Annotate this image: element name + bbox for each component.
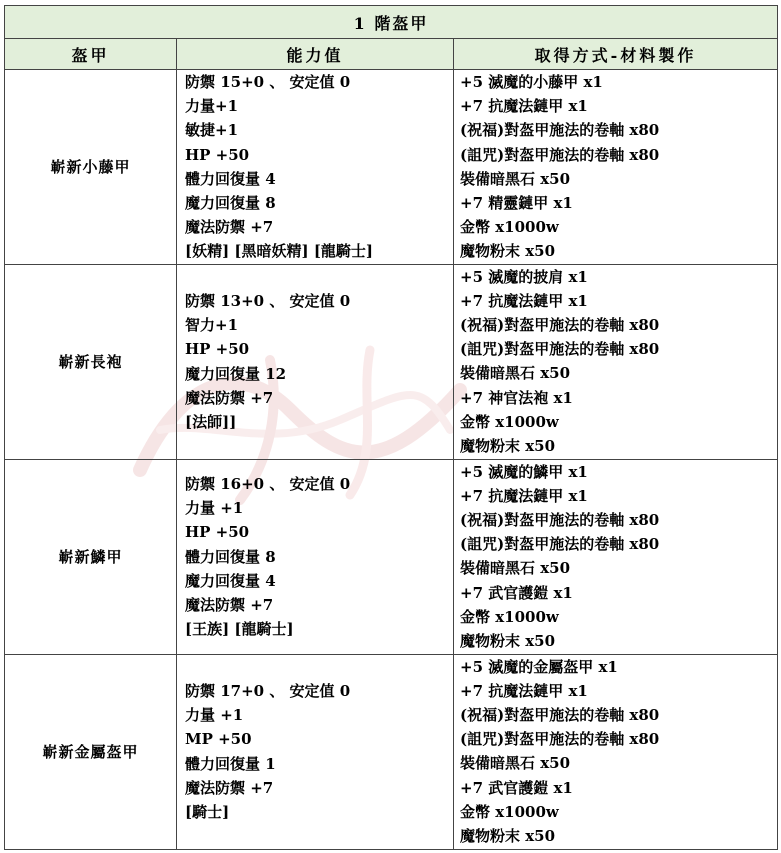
stat-line: HP +50 (185, 523, 250, 542)
material-line: +7 抗魔法鏈甲 x1 (460, 291, 588, 310)
material-line: 魔物粉末 x50 (460, 242, 556, 261)
material-line: (詛咒)對盔甲施法的卷軸 x80 (460, 730, 660, 749)
stats-cell (177, 264, 454, 459)
stat-line: 防禦 17+0 、 安定值 0 (185, 682, 351, 701)
table-row (5, 70, 778, 265)
material-line: +5 滅魔的金屬盔甲 x1 (460, 657, 618, 676)
table-row (5, 459, 778, 654)
stats-cell (177, 459, 454, 654)
material-line: 金幣 x1000w (460, 802, 559, 821)
material-line: (祝福)對盔甲施法的卷軸 x80 (460, 121, 660, 140)
header-armor: 盔甲 (5, 39, 177, 70)
stat-line: 魔法防禦 +7 (185, 218, 274, 237)
material-line: +7 武官護鎧 x1 (460, 583, 573, 602)
material-line: +7 抗魔法鏈甲 x1 (460, 97, 588, 116)
stat-line: 魔力回復量 12 (185, 364, 287, 383)
material-line: (詛咒)對盔甲施法的卷軸 x80 (460, 535, 660, 554)
stat-line: 防禦 16+0 、 安定值 0 (185, 474, 351, 493)
material-line: 魔物粉末 x50 (460, 632, 556, 651)
stat-line: 力量 +1 (185, 499, 244, 518)
material-line: 金幣 x1000w (460, 607, 559, 626)
material-line: +7 抗魔法鏈甲 x1 (460, 486, 588, 505)
material-line: 裝備暗黑石 x50 (460, 754, 571, 773)
armor-name: 嶄新金屬盔甲 (5, 654, 177, 849)
material-line: 魔物粉末 x50 (460, 827, 556, 846)
stat-line: 魔力回復量 4 (185, 571, 276, 590)
armor-name: 嶄新小藤甲 (5, 70, 177, 265)
stat-line: 敏捷+1 (185, 121, 239, 140)
table-row (5, 654, 778, 849)
material-line: +5 滅魔的小藤甲 x1 (460, 73, 603, 91)
stat-line: 防禦 13+0 、 安定值 0 (185, 292, 351, 311)
stat-line: [妖精] [黑暗妖精] [龍騎士] (185, 242, 374, 261)
stat-line: 體力回復量 8 (185, 547, 276, 566)
materials-cell (454, 654, 778, 849)
material-line: (祝福)對盔甲施法的卷軸 x80 (460, 316, 660, 335)
material-line: +5 滅魔的鱗甲 x1 (460, 462, 588, 481)
table-header-row (5, 39, 778, 70)
table-title: 1 階盔甲 (5, 6, 778, 39)
material-line: (祝福)對盔甲施法的卷軸 x80 (460, 706, 660, 725)
stat-line: HP +50 (185, 340, 250, 359)
material-line: +7 武官護鎧 x1 (460, 778, 573, 797)
stat-line: 智力+1 (185, 316, 239, 335)
armor-name: 嶄新鱗甲 (5, 459, 177, 654)
material-line: 魔物粉末 x50 (460, 437, 556, 456)
stat-line: 魔法防禦 +7 (185, 595, 274, 614)
table-title-row (5, 6, 778, 39)
stat-line: 防禦 15+0 、 安定值 0 (185, 73, 351, 91)
stat-line: [法師]] (185, 413, 237, 432)
stats-cell (177, 70, 454, 265)
material-line: 裝備暗黑石 x50 (460, 169, 571, 188)
material-line: +7 神官法袍 x1 (460, 388, 573, 407)
stat-line: 體力回復量 1 (185, 754, 276, 773)
stat-line: [王族] [龍騎士] (185, 620, 294, 639)
material-line: 金幣 x1000w (460, 218, 559, 237)
materials-cell (454, 264, 778, 459)
materials-cell (454, 459, 778, 654)
material-line: 裝備暗黑石 x50 (460, 559, 571, 578)
material-line: 裝備暗黑石 x50 (460, 364, 571, 383)
armor-table (4, 5, 778, 850)
stats-cell (177, 654, 454, 849)
material-line: +5 滅魔的披肩 x1 (460, 267, 588, 286)
stat-line: 魔法防禦 +7 (185, 388, 274, 407)
material-line: 金幣 x1000w (460, 412, 559, 431)
material-line: +7 精靈鏈甲 x1 (460, 194, 573, 213)
stat-line: 魔力回復量 8 (185, 194, 276, 213)
header-stats: 能力值 (177, 39, 454, 70)
header-materials: 取得方式-材料製作 (454, 39, 778, 70)
stat-line: 魔法防禦 +7 (185, 778, 274, 797)
stat-line: HP +50 (185, 145, 250, 164)
table-row (5, 264, 778, 459)
armor-name: 嶄新長袍 (5, 264, 177, 459)
stat-line: 力量+1 (185, 97, 239, 116)
material-line: (詛咒)對盔甲施法的卷軸 x80 (460, 145, 660, 164)
stat-line: 體力回復量 4 (185, 169, 276, 188)
materials-cell (454, 70, 778, 265)
material-line: (祝福)對盔甲施法的卷軸 x80 (460, 511, 660, 530)
stat-line: MP +50 (185, 730, 252, 749)
stat-line: [騎士] (185, 803, 230, 822)
material-line: +7 抗魔法鏈甲 x1 (460, 681, 588, 700)
material-line: (詛咒)對盔甲施法的卷軸 x80 (460, 340, 660, 359)
stat-line: 力量 +1 (185, 706, 244, 725)
